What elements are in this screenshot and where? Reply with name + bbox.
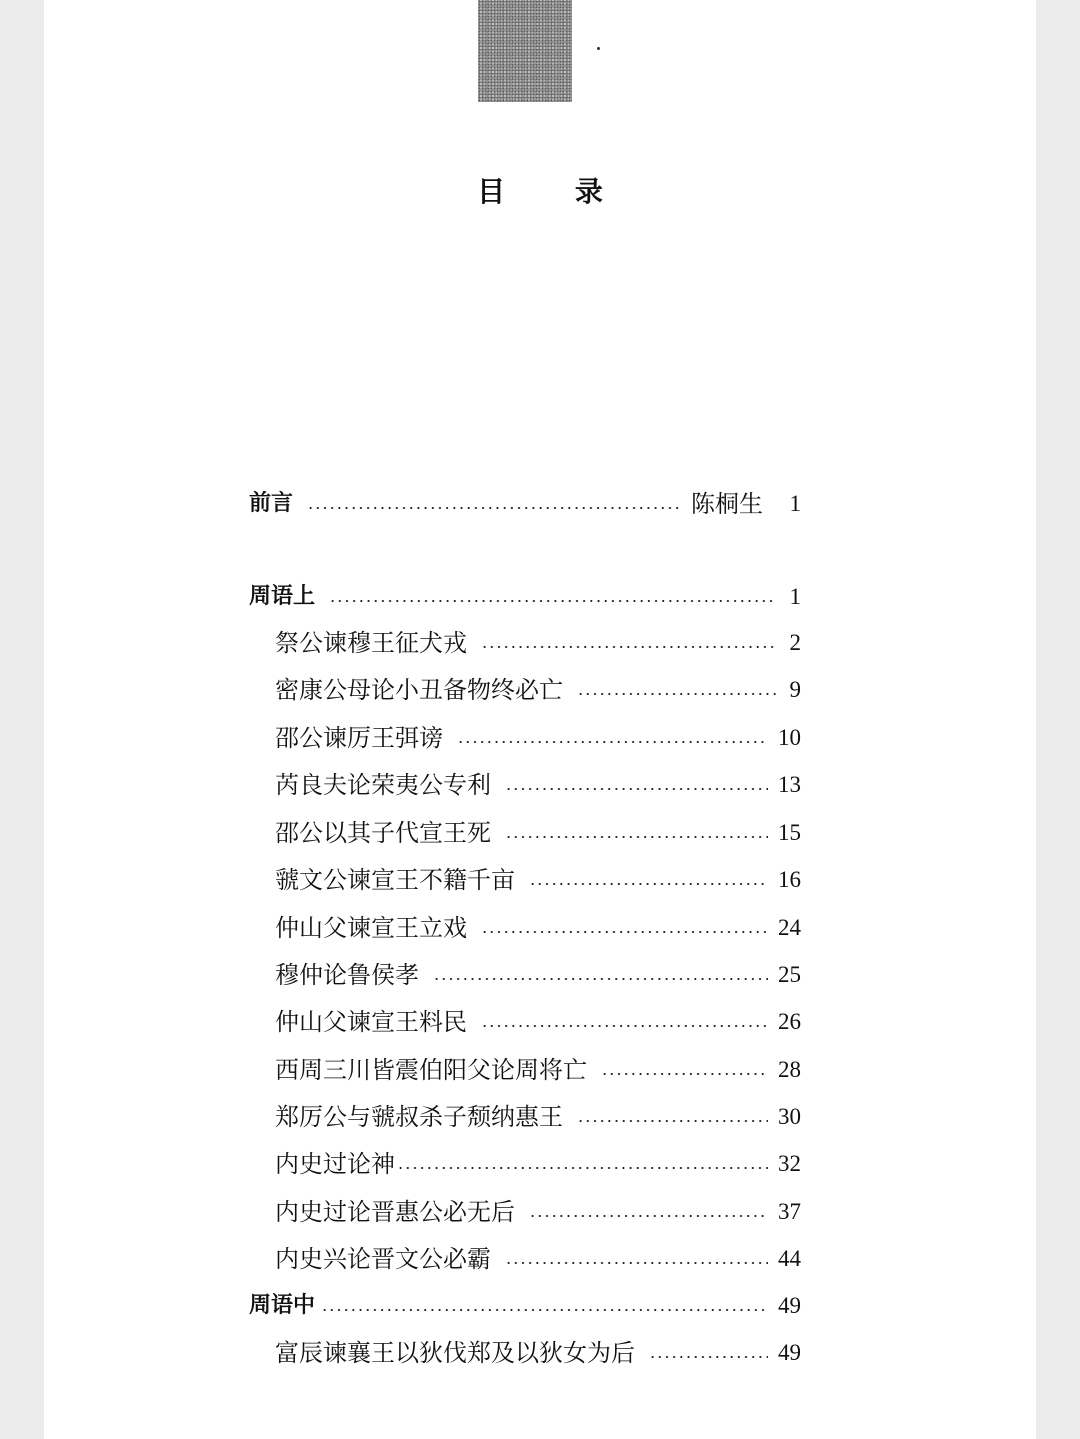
toc-label: 虢文公谏宣王不籍千亩: [275, 866, 515, 894]
toc-page-number: 10: [778, 725, 801, 750]
toc-label: 富辰谏襄王以狄伐郑及以狄女为后: [275, 1339, 635, 1367]
toc-row[interactable]: [275, 957, 801, 993]
toc-page-number: 49: [778, 1293, 801, 1318]
dot-leader: [329, 600, 777, 602]
dot-leader: [505, 1262, 768, 1264]
toc-row-preface[interactable]: [249, 486, 801, 522]
toc-page-number: 28: [778, 1057, 801, 1082]
toc-row[interactable]: [275, 815, 801, 851]
toc-row[interactable]: [275, 720, 801, 756]
toc-row[interactable]: [275, 767, 801, 803]
dot-leader: [505, 836, 768, 838]
toc-page-number: 15: [778, 820, 801, 845]
toc-title: 目 录: [477, 175, 633, 208]
toc-row[interactable]: [275, 862, 801, 898]
dot-leader: [321, 1309, 768, 1311]
toc-label: 西周三川皆震伯阳父论周将亡: [275, 1056, 587, 1084]
toc-label: 仲山父谏宣王立戏: [275, 914, 467, 942]
toc-label: 邵公谏厉王弭谤: [275, 724, 443, 752]
dot-leader: [505, 788, 768, 790]
toc-row[interactable]: [275, 1194, 801, 1230]
toc-page-number: 26: [778, 1009, 801, 1034]
toc-row-chapter[interactable]: [249, 579, 801, 615]
toc-label: 穆仲论鲁侯孝: [275, 961, 419, 989]
toc-page-number: 16: [778, 867, 801, 892]
toc-label: 芮良夫论荣夷公专利: [275, 771, 491, 799]
toc-page-number: 49: [778, 1340, 801, 1365]
toc-label: 内史过论神: [275, 1150, 395, 1178]
toc-page-number: 1: [789, 491, 801, 516]
toc-row[interactable]: [275, 1052, 801, 1088]
toc-row[interactable]: [275, 1241, 801, 1277]
dot-leader: [307, 507, 681, 509]
dot-leader: [433, 978, 768, 980]
toc-page-number: 44: [778, 1246, 801, 1271]
toc-label: 内史过论晋惠公必无后: [275, 1198, 515, 1226]
scan-speck: [597, 47, 600, 50]
dot-leader: [529, 883, 768, 885]
toc-page-number: 13: [778, 772, 801, 797]
toc-page-number: 2: [789, 630, 801, 655]
toc-row[interactable]: [275, 1099, 801, 1135]
toc-row[interactable]: [275, 1004, 801, 1040]
dot-leader: [577, 693, 777, 695]
dot-leader: [577, 1120, 768, 1122]
dot-leader: [649, 1356, 768, 1358]
toc-page-number: 32: [778, 1151, 801, 1176]
toc-label: 密康公母论小丑备物终必亡: [275, 676, 563, 704]
toc-label: 郑厉公与虢叔杀子颓纳惠王: [275, 1103, 563, 1131]
toc-row[interactable]: [275, 625, 801, 661]
dot-leader: [457, 741, 768, 743]
dot-leader: [481, 931, 768, 933]
toc-page-number: 1: [789, 584, 801, 609]
dot-leader: [481, 646, 777, 648]
toc-label: 周语上: [249, 584, 316, 609]
toc-page-number: 30: [778, 1104, 801, 1129]
toc-page-number: 9: [789, 677, 801, 702]
toc-row-chapter[interactable]: [249, 1288, 801, 1324]
toc-row[interactable]: [275, 1335, 801, 1371]
toc-row[interactable]: [275, 1146, 801, 1182]
toc-label: 周语中: [249, 1293, 316, 1318]
toc-label: 祭公谏穆王征犬戎: [275, 629, 467, 657]
toc-page-number: 37: [778, 1199, 801, 1224]
library-stamp-image: [478, 0, 572, 102]
toc-label: 邵公以其子代宣王死: [275, 819, 491, 847]
toc-row[interactable]: [275, 672, 801, 708]
toc-label: 仲山父谏宣王料民: [275, 1008, 467, 1036]
toc-author: 陈桐生: [691, 490, 763, 518]
toc-page-number: 24: [778, 915, 801, 940]
dot-leader: [481, 1025, 768, 1027]
toc-label: 内史兴论晋文公必霸: [275, 1245, 491, 1273]
dot-leader: [601, 1073, 768, 1075]
dot-leader: [397, 1167, 768, 1169]
toc-row[interactable]: [275, 910, 801, 946]
toc-page-number: 25: [778, 962, 801, 987]
toc-label: 前言: [249, 491, 294, 516]
dot-leader: [529, 1215, 768, 1217]
